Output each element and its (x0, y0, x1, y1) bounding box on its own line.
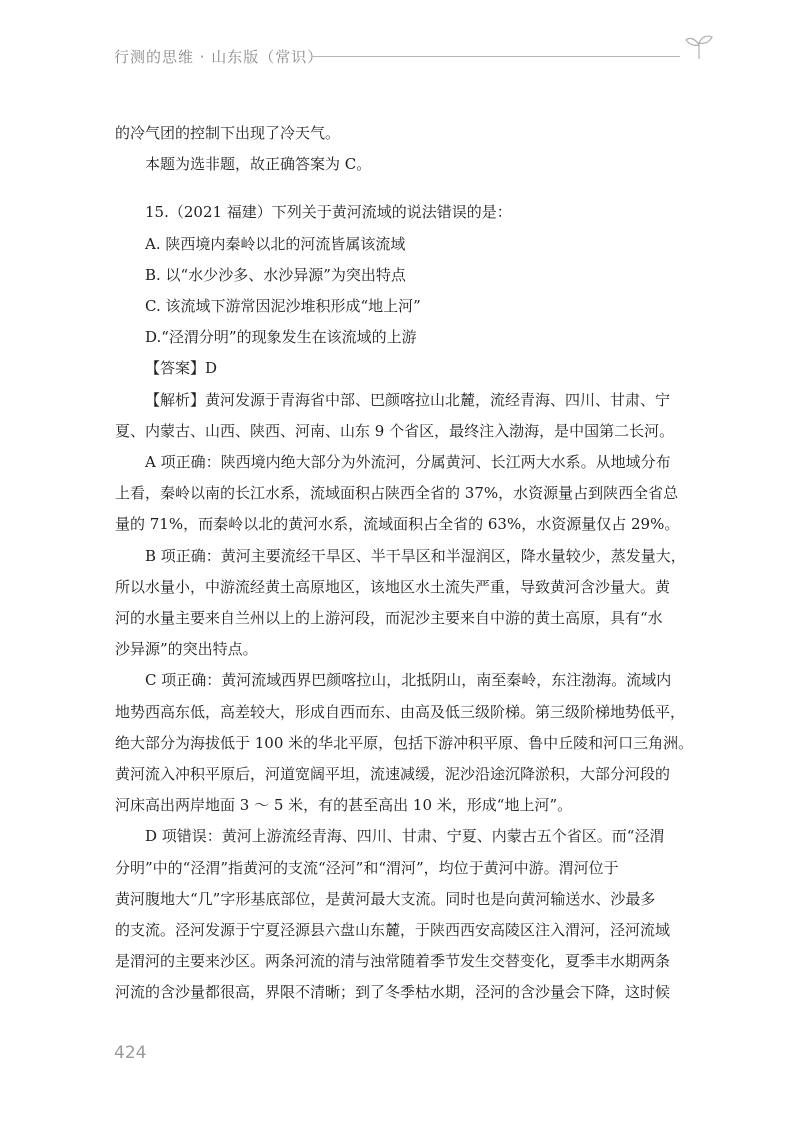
option-a: A. 陕西境内秦岭以北的河流皆属该流域 (145, 234, 406, 253)
analysis-c-line: 黄河流入冲积平原后，河道宽阔平坦，流速减缓，泥沙沿途沉降淤积，大部分河段的 (115, 765, 671, 784)
analysis-d-line: 黄河腹地大“几”字形基底部位，是黄河最大支流。同时也是向黄河输送水、沙最多 (115, 889, 656, 908)
analysis-d-line: D 项错误：黄河上游流经青海、四川、甘肃、宁夏、内蒙古五个省区。而“泾渭 (145, 827, 665, 846)
option-d: D.“泾渭分明”的现象发生在该流域的上游 (145, 328, 417, 347)
text-line: 本题为选非题，故正确答案为 C。 (145, 155, 372, 174)
header-rule (312, 56, 680, 57)
analysis-b-line: B 项正确：黄河主要流经干旱区、半干旱区和半湿润区，降水量较少，蒸发量大， (145, 546, 686, 565)
running-header (114, 34, 714, 74)
analysis-d-line: 是渭河的主要来沙区。两条河流的清与浊常随着季节发生交替变化，夏季丰水期两条 (115, 952, 671, 971)
option-c: C. 该流域下游常因泥沙堆积形成“地上河” (145, 297, 421, 316)
analysis-c-line: 绝大部分为海拔低于 100 米的华北平原，包括下游冲积平原、鲁中丘陵和河口三角洲。 (115, 733, 694, 752)
analysis-line: 【解析】黄河发源于青海省中部、巴颜喀拉山北麓，流经青海、四川、甘肃、宁 (145, 390, 671, 409)
analysis-a-line: 量的 71%，而秦岭以北的黄河水系，流域面积占全省的 63%，水资源量仅占 29%。 (115, 515, 680, 534)
analysis-b-line: 所以水量小，中游流经黄土高原地区，该地区水土流失严重，导致黄河含沙量大。黄 (115, 577, 671, 596)
analysis-d-line: 的支流。泾河发源于宁夏泾源县六盘山东麓，于陕西西安高陵区注入渭河，泾河流域 (115, 921, 671, 940)
sprout-icon (684, 34, 714, 60)
analysis-a-line: 上看，秦岭以南的长江水系，流域面积占陕西全省的 37%，水资源量占到陕西全省总 (115, 484, 679, 503)
page-number: 424 (114, 1043, 147, 1063)
analysis-line: 夏、内蒙古、山西、陕西、河南、山东 9 个省区，最终注入渤海，是中国第二长河。 (115, 421, 675, 440)
analysis-c-line: 地势西高东低，高差较大，形成自西而东、由高及低三级阶梯。第三级阶梯地势低平， (115, 702, 686, 721)
analysis-b-line: 河的水量主要来自兰州以上的上游河段，而泥沙主要来自中游的黄土高原，具有“水 (115, 609, 663, 628)
text-line: 的冷气团的控制下出现了冷天气。 (115, 124, 341, 142)
book-title: 行测的思维 · 山东版（常识） (114, 48, 324, 66)
option-b: B. 以“水少沙多、水沙异源”为突出特点 (145, 265, 406, 284)
question-stem: 15.（2021 福建）下列关于黄河流域的说法错误的是： (145, 203, 512, 222)
analysis-c-line: 河床高出两岸地面 3 ～ 5 米，有的甚至高出 10 米，形成“地上河”。 (115, 796, 573, 815)
analysis-a-line: A 项正确：陕西境内绝大部分为外流河，分属黄河、长江两大水系。从地域分布 (145, 453, 671, 472)
analysis-d-line: 分明”中的“泾渭”指黄河的支流“泾河”和“渭河”，均位于黄河中游。渭河位于 (115, 858, 619, 877)
analysis-d-line: 河流的含沙量都很高，界限不清晰；到了冬季枯水期，泾河的含沙量会下降，这时候 (115, 983, 671, 1002)
analysis-b-line: 沙异源”的突出特点。 (115, 640, 258, 659)
answer-line: 【答案】D (145, 359, 218, 378)
page-body (115, 118, 711, 1009)
analysis-c-line: C 项正确：黄河流域西界巴颜喀拉山，北抵阴山，南至秦岭，东注渤海。流域内 (145, 671, 672, 690)
